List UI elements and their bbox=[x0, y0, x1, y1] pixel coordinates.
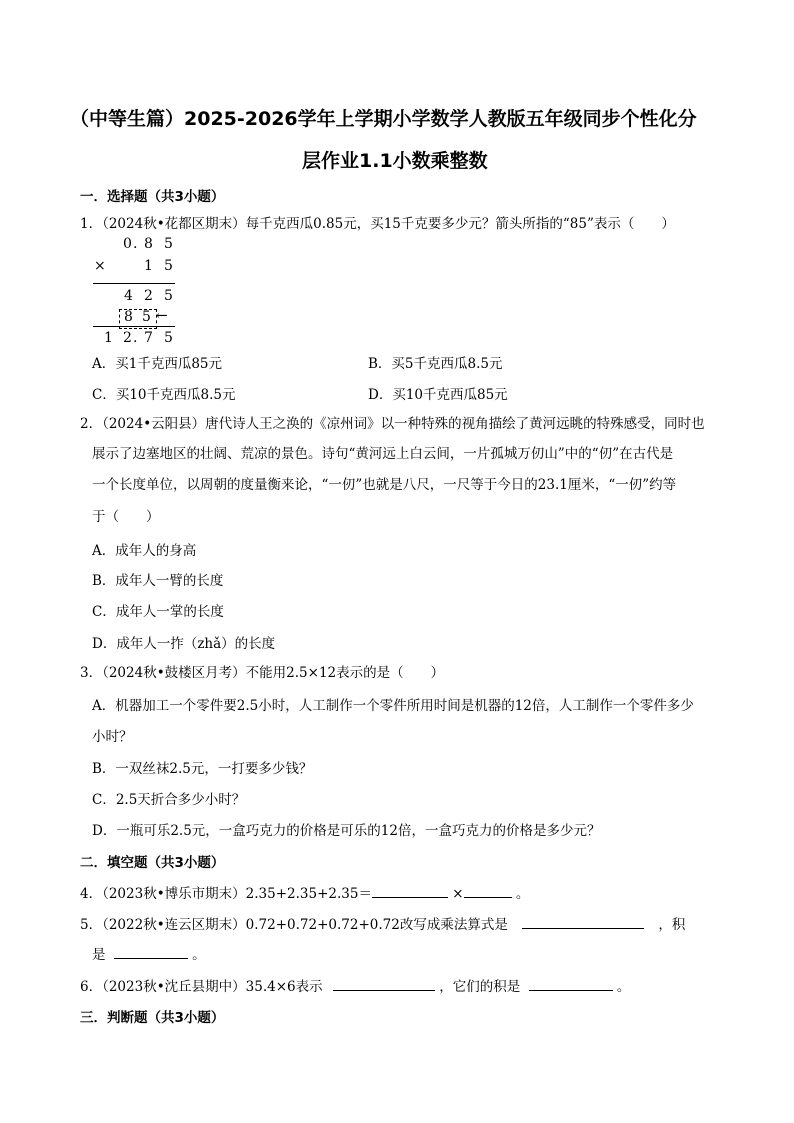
question-1-option-c[interactable]: C．买10千克西瓜8.5元 bbox=[92, 387, 236, 403]
question-2-option-a[interactable]: A．成年人的身高 bbox=[92, 543, 197, 559]
question-4-stem: 4．（2023秋•博乐市期末）2.35+2.35+2.35＝ bbox=[80, 886, 372, 902]
calc-digit: 8 bbox=[144, 236, 153, 252]
question-5 bbox=[80, 914, 685, 935]
calc-digit: 2 bbox=[123, 330, 132, 346]
section-judge-heading: 三．判断题（共3小题） bbox=[80, 1010, 225, 1026]
answer-blank[interactable] bbox=[372, 883, 448, 898]
question-3-option-b[interactable]: B．一双丝袜2.5元，一打要多少钱？ bbox=[92, 761, 313, 777]
section-fill-heading: 二．填空题（共3小题） bbox=[80, 855, 225, 871]
question-3-option-c[interactable]: C．2.5天折合多少小时？ bbox=[92, 792, 246, 808]
calc-digit: . bbox=[133, 236, 138, 252]
title-line-2: 层作业1.1小数乘整数 bbox=[302, 150, 488, 172]
question-6-stem: 6．（2023秋•沈丘县期中）35.4×6表示 bbox=[80, 979, 323, 995]
question-5-line-2 bbox=[92, 944, 206, 965]
calc-digit: 5 bbox=[164, 236, 173, 252]
question-5-stem: 5．（2022秋•连云区期末）0.72+0.72+0.72+0.72改写成乘法算式是 bbox=[80, 917, 508, 933]
answer-blank[interactable] bbox=[529, 976, 613, 991]
period: 。 bbox=[192, 947, 206, 963]
calc-digit: 1 bbox=[104, 330, 113, 346]
calc-digit: 4 bbox=[124, 288, 133, 304]
calc-digit: 7 bbox=[144, 330, 153, 346]
calc-digit: 8 bbox=[124, 309, 133, 325]
question-5-mid: ，积 bbox=[658, 917, 686, 933]
question-6 bbox=[80, 976, 630, 997]
question-1-option-d[interactable]: D．买10千克西瓜85元 bbox=[368, 387, 508, 403]
period: 。 bbox=[515, 886, 530, 902]
answer-blank[interactable] bbox=[464, 883, 512, 898]
calc-rule bbox=[93, 283, 175, 284]
answer-blank[interactable] bbox=[114, 944, 188, 959]
period: 。 bbox=[616, 979, 631, 995]
question-4 bbox=[80, 883, 529, 904]
question-1-option-a[interactable]: A．买1千克西瓜85元 bbox=[92, 356, 223, 372]
calc-digit: 5 bbox=[164, 288, 173, 304]
title-line-1: （中等生篇）2025-2026学年上学期小学数学人教版五年级同步个性化分 bbox=[70, 108, 697, 130]
section-choice-heading: 一．选择题（共3小题） bbox=[80, 189, 225, 205]
question-3-option-d[interactable]: D．一瓶可乐2.5元，一盒巧克力的价格是可乐的12倍，一盒巧克力的价格是多少元？ bbox=[92, 823, 601, 839]
calc-digit: 5 bbox=[164, 330, 173, 346]
calc-digit: . bbox=[133, 330, 138, 346]
question-2-stem-line: 一个长度单位，以周朝的度量衡来论，“一仞”也就是八尺，一尺等于今日的23.1厘米，“一仞”约等 bbox=[92, 477, 677, 493]
multiplication-diagram bbox=[90, 236, 186, 348]
answer-blank[interactable] bbox=[333, 976, 435, 991]
question-2-stem-line: 2．（2024•云阳县）唐代诗人王之涣的《凉州词》以一种特殊的视角描绘了黄河远眺的特殊感受，同时也 bbox=[80, 416, 705, 432]
calc-times-sign: × bbox=[94, 258, 106, 274]
question-2-option-b[interactable]: B．成年人一臂的长度 bbox=[92, 573, 224, 589]
question-2-stem-line: 展示了边塞地区的壮阔、荒凉的景色。诗句“黄河远上白云间，一片孤城万仞山”中的“仞”在古代是 bbox=[92, 446, 674, 462]
calc-digit: 0 bbox=[123, 236, 132, 252]
calc-digit: 2 bbox=[144, 288, 153, 304]
question-2-option-d[interactable]: D．成年人一拃（zhǎ）的长度 bbox=[92, 636, 276, 652]
question-3-option-a-continued: 小时？ bbox=[92, 729, 133, 745]
arrow-icon: ← bbox=[156, 308, 168, 324]
question-2-option-c[interactable]: C．成年人一掌的长度 bbox=[92, 604, 224, 620]
calc-digit: 5 bbox=[164, 258, 173, 274]
calc-digit: 5 bbox=[142, 309, 151, 325]
calc-rule bbox=[93, 326, 175, 327]
times-sign: × bbox=[452, 886, 464, 902]
question-5-line2-label: 是 bbox=[92, 947, 106, 963]
question-6-mid: ，它们的积是 bbox=[439, 979, 521, 995]
calc-digit: 1 bbox=[144, 258, 153, 274]
question-1-option-b[interactable]: B．买5千克西瓜8.5元 bbox=[368, 356, 503, 372]
question-3-option-a[interactable]: A．机器加工一个零件要2.5小时，人工制作一个零件所用时间是机器的12倍，人工制作一个零件多少 bbox=[92, 698, 694, 714]
answer-blank[interactable] bbox=[522, 914, 644, 929]
question-1-stem: 1．（2024秋•花都区期末）每千克西瓜0.85元，买15千克要多少元？箭头所指的“85”表示（ ） bbox=[80, 216, 675, 232]
question-3-stem: 3．（2024秋•鼓楼区月考）不能用2.5×12表示的是（ ） bbox=[80, 665, 445, 681]
question-2-stem-line: 于（ ） bbox=[92, 509, 160, 525]
